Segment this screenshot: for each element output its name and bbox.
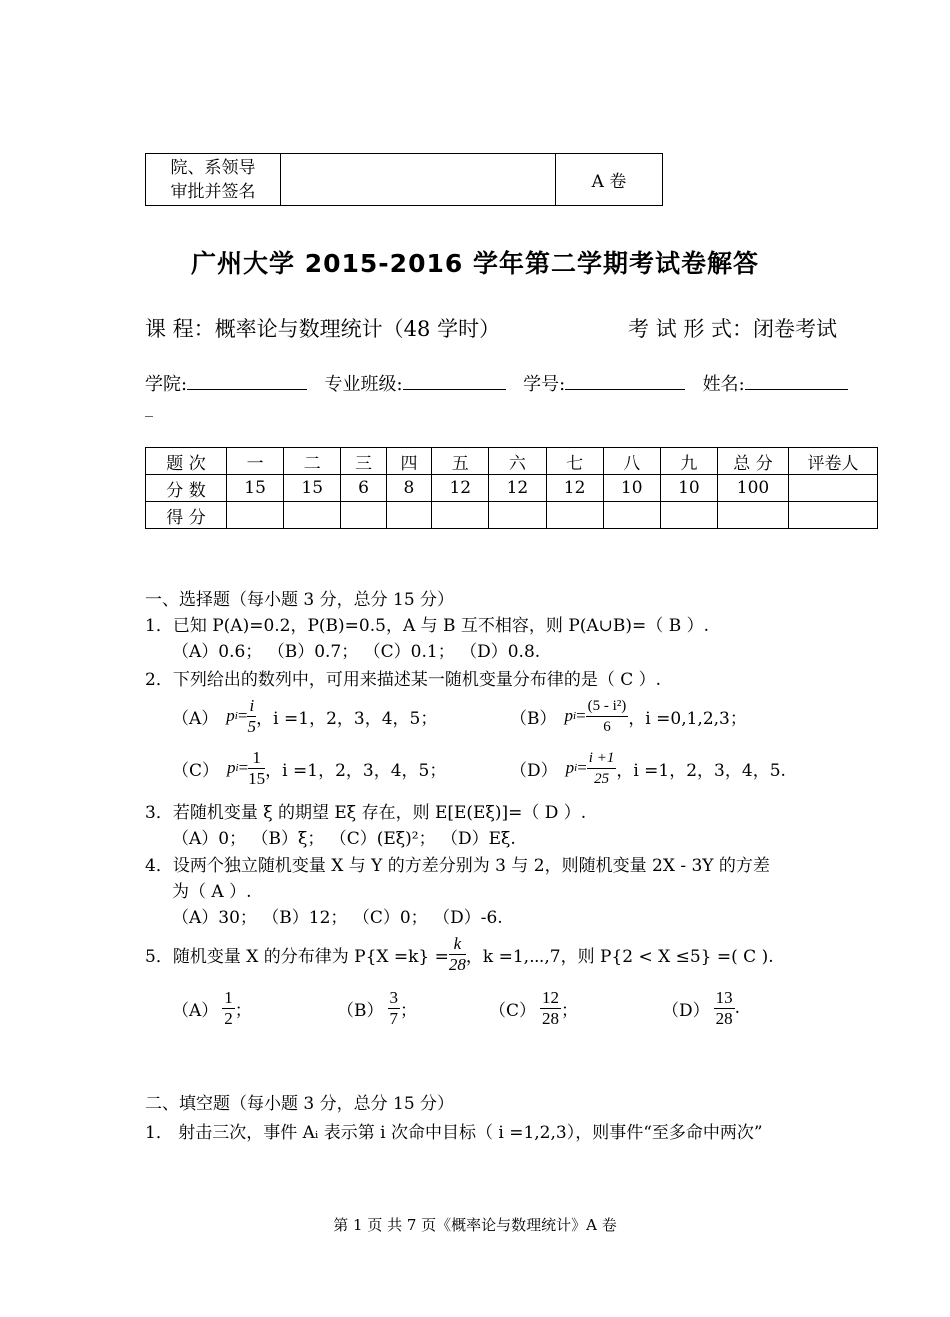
obtained-cell[interactable] [341,502,386,529]
page-footer: 第 1 页 共 7 页《概率论与数理统计》A 卷 [333,1216,617,1234]
q5-frac-den: 28 [448,954,466,974]
name-blank[interactable] [745,372,848,390]
approval-table [145,153,663,206]
row-header-points: 分 数 [146,475,227,502]
obtained-cell[interactable] [660,502,717,529]
q2-b-label: （B） [510,708,557,729]
q2-a-num: i [249,695,255,715]
points-cell: 12 [432,475,489,502]
q2-a-frac [247,696,256,737]
section2-q1-text: 1． 射击三次，事件 Aᵢ 表示第 i 次命中目标（ i =1,2,3），则事件“至多命中两次” [145,1123,763,1143]
student-id-label: 学号: [523,374,566,395]
points-cell: 10 [660,475,717,502]
row-header-obtained: 得 分 [146,502,227,529]
score-row-questions [146,448,878,475]
q2-d-den: 25 [594,770,610,787]
q5-option-d [662,984,740,1032]
col-header-grader: 评卷人 [789,448,878,475]
obtained-cell[interactable] [789,502,878,529]
q5-c-label: （C） [489,1000,537,1021]
college-blank[interactable] [187,372,307,390]
q2-a-p: p [226,706,235,725]
q5-text-a: 5．随机变量 X 的分布律为 P{X =k} = [145,946,449,967]
q5-c-den: 28 [542,1008,560,1028]
q2-option-c: （C） p i = $\frac{1}{15}$ ，i =1，2，3，4，5； [172,747,447,788]
points-cell: 6 [341,475,386,502]
q2-a-rest: ，i =1，2，3，4，5； [256,708,438,729]
q4-options: （A）30； （B）12； （C）0； （D）-6. [172,908,503,928]
q4-text: 4．设两个独立随机变量 X 与 Y 的方差分别为 3 与 2，则随机变量 2X - 3Y 的方差 [145,856,770,876]
col-header: 六 [489,448,546,475]
q5-a-den: 2 [224,1008,233,1028]
q5-a-label: （A） [172,1000,219,1021]
q2-b-rest: ，i =0,1,2,3； [628,708,747,729]
q5-d-num: 13 [715,987,733,1007]
q5-option-c [489,984,578,1032]
q5-a-rest: ； [234,1000,252,1021]
q5-d-den: 28 [715,1008,733,1028]
major-class-label: 专业班级: [324,374,403,395]
q2-text: 2．下列给出的数列中，可用来描述某一随机变量分布律的是（ C ）. [145,670,662,690]
obtained-cell[interactable] [284,502,341,529]
col-header: 二 [284,448,341,475]
q2-a-den: 5 [247,716,257,736]
q2-c-label: （C） [172,760,220,781]
q2-b-num: (5 - i²) [586,696,629,717]
col-header: 八 [603,448,660,475]
exam-form-label: 考 试 形 式： [628,317,754,341]
major-class-blank[interactable] [403,372,506,390]
q5-c-rest: ； [561,1000,579,1021]
score-table [145,447,878,529]
col-header: 一 [227,448,284,475]
q5-option-a [172,984,252,1032]
q5-b-den: 7 [389,1008,398,1028]
q2-d-label: （D） [510,760,558,781]
q2-b-den: 6 [603,718,611,735]
points-cell-total: 100 [718,475,789,502]
q2-a-label: （A） [172,708,219,729]
q2-a-sub: i [234,710,238,722]
q5-frac [449,934,466,975]
row-header-questions: 题 次 [146,448,227,475]
course-line [145,313,500,343]
q5-c-num: 12 [542,987,560,1007]
obtained-cell[interactable] [718,502,789,529]
college-label: 学院: [145,374,188,395]
name-label: 姓名: [702,374,745,395]
points-cell: 15 [227,475,284,502]
section2-heading: 二、填空题（每小题 3 分，总分 15 分） [145,1094,455,1114]
points-cell: 12 [489,475,546,502]
points-cell: 8 [386,475,431,502]
q5-text [145,930,774,978]
q2-option-b: （B） p i = $\frac{\text{(5 - i²)}}{6}$ ，i =0,1,2,3； [510,697,747,735]
points-cell: 12 [546,475,603,502]
q3-options: （A）0； （B）ξ； （C）(Eξ)²； （D）Eξ. [172,829,516,849]
student-fields-trail: _ [145,398,153,417]
points-cell: 10 [603,475,660,502]
section1-heading: 一、选择题（每小题 3 分，总分 15 分） [145,590,455,610]
paper-type: A 卷 [556,154,663,206]
obtained-cell[interactable] [227,502,284,529]
score-row-points [146,475,878,502]
col-header: 四 [386,448,431,475]
q1-options: （A）0.6； （B）0.7； （C）0.1； （D）0.8. [172,642,541,662]
student-fields [145,370,848,396]
q5-d-frac [714,988,735,1029]
q2-c-den: 15 [248,768,266,788]
q2-b-frac [586,696,629,737]
q5-a-num: 1 [224,987,233,1007]
q3-text: 3．若随机变量 ξ 的期望 Eξ 存在，则 E[E(Eξ)]=（ D ）. [145,803,587,823]
col-header: 九 [660,448,717,475]
q5-d-label: （D） [662,1000,710,1021]
q2-option-a: （A） p i = $\frac{i}{5}$ ，i =1，2，3，4，5； [172,695,438,736]
q2-d-rest: ，i =1，2，3，4，5. [616,760,786,781]
q2-c-num: 1 [248,748,265,769]
q5-b-rest: ； [400,1000,417,1021]
q5-d-rest: . [734,998,741,1018]
approval-signature-cell [281,154,556,206]
q5-a-frac [222,988,235,1029]
exam-form-value: 闭卷考试 [753,317,838,341]
course-label: 课 程： [145,317,215,341]
page-title: 广州大学 2015-2016 学年第二学期考试卷解答 [191,249,759,278]
col-header: 五 [432,448,489,475]
col-header: 七 [546,448,603,475]
q2-d-frac [587,748,617,789]
q5-b-label: （B） [337,1000,384,1021]
course-name: 概率论与数理统计（48 学时） [214,317,501,341]
q4-text2: 为（ A ）. [172,882,252,902]
q2-c-frac [248,748,265,789]
obtained-cell[interactable] [489,502,546,529]
approval-label-line1: 院、系领导 [170,157,256,178]
q1-text: 1．已知 P(A)=0.2，P(B)=0.5，A 与 B 互不相容，则 P(A∪B)=（ B ）. [145,616,710,636]
q2-d-num: i +1 [587,748,617,769]
col-header: 三 [341,448,386,475]
approval-label-line2: 审批并签名 [170,181,256,202]
q5-c-frac [540,988,561,1029]
approval-label [146,154,281,206]
q2-option-d: （D） p i = $\frac{i +1}{25}$ ，i =1，2，3，4，5. [510,749,786,787]
q2-c-rest: ，i =1，2，3，4，5； [265,760,447,781]
col-header-total: 总 分 [718,448,789,475]
exam-form-line [628,313,837,343]
q5-frac-num: k [449,934,466,955]
obtained-cell[interactable] [386,502,431,529]
student-id-blank[interactable] [565,372,685,390]
score-row-obtained [146,502,878,529]
q5-b-frac [388,988,401,1029]
points-cell: 15 [284,475,341,502]
obtained-cell[interactable] [432,502,489,529]
points-cell-grader [789,475,878,502]
q5-option-b [337,984,417,1032]
obtained-cell[interactable] [546,502,603,529]
q5-text-b: ，k =1,⋯,7，则 P{2 < X ≤5} =( C ). [465,946,774,967]
obtained-cell[interactable] [603,502,660,529]
q5-b-num: 3 [389,987,398,1007]
